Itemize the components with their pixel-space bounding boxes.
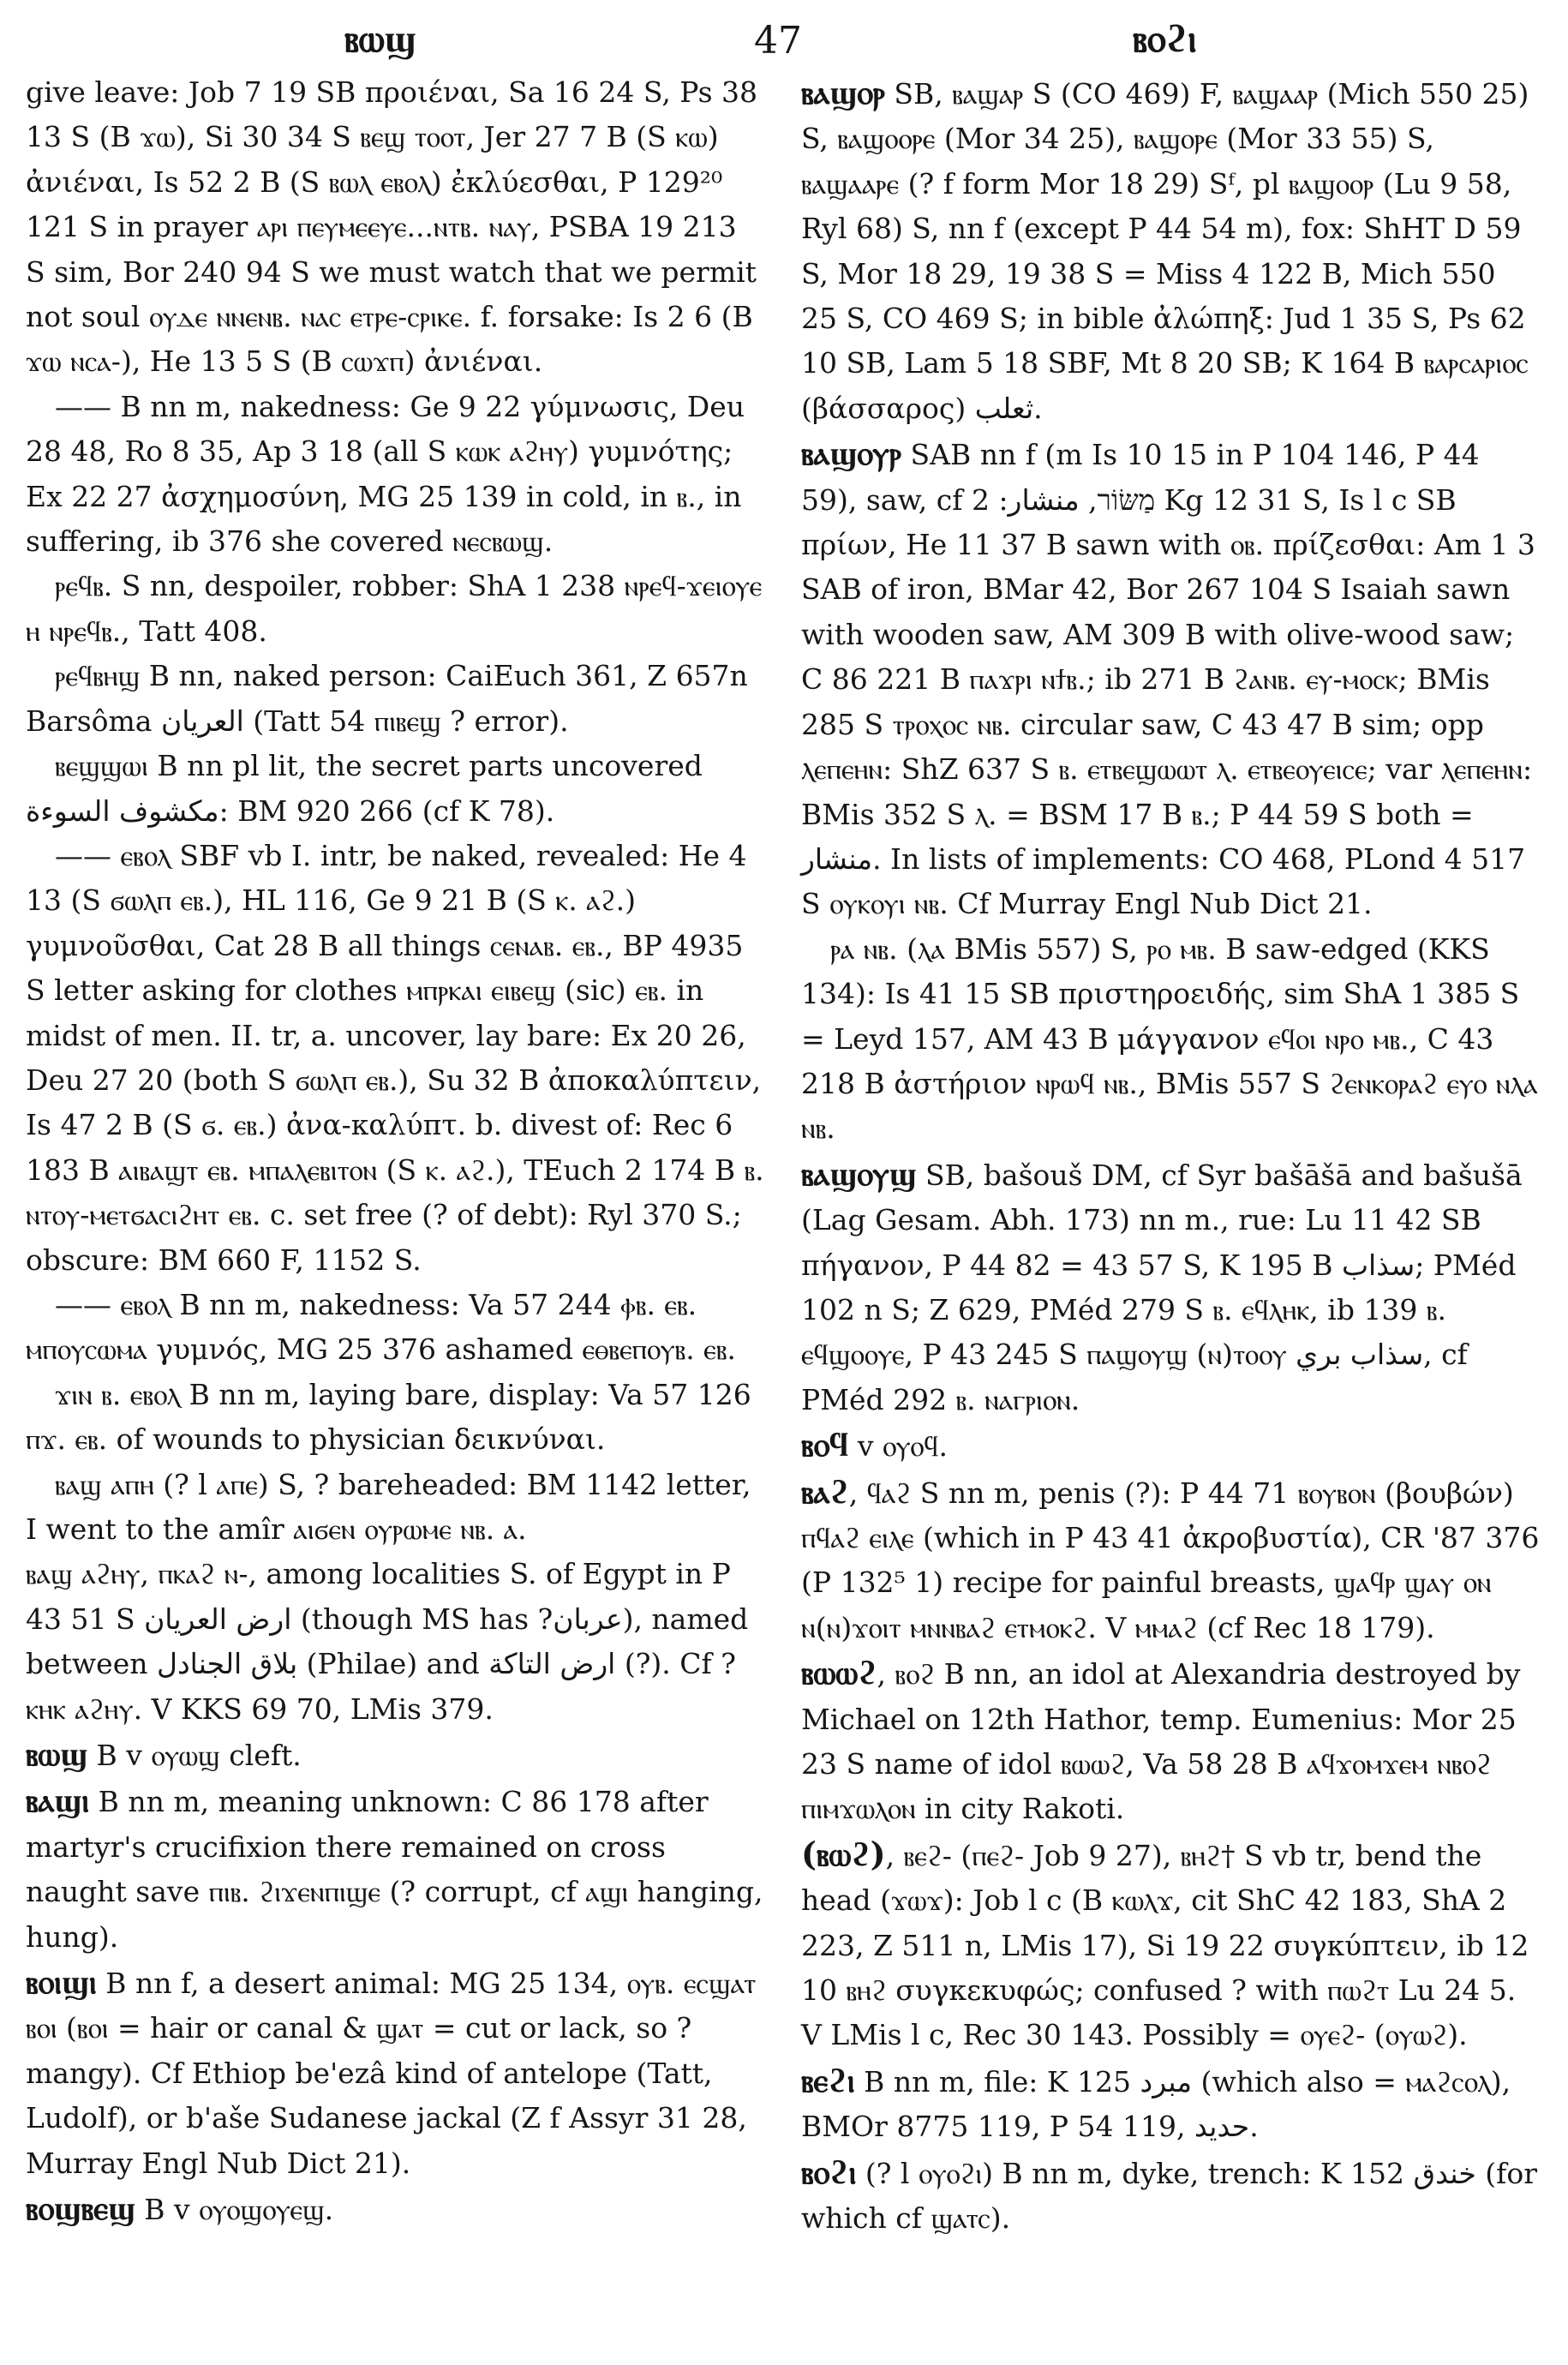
entry-text: ⲣⲉϥⲃⲏϣ B nn, naked person: CaiEuch 361, Z 657n Barsôma العريان (Tatt 54 ⲡⲓⲃⲉϣ ? error). [26,659,748,738]
dictionary-entry [26,834,764,1283]
entry-text: give leave: Job 7 19 SB προιέναι, Sa 16 24 S, Ps 38 13 S (B ϫⲱ), Si 30 34 S ⲃⲉϣ ⲧⲟⲟⲧ, Jer 27 7 B (S ⲕⲱ) ἀνιέναι, Is 52 2 B (S ⲃⲱⲗ ⲉⲃⲟⲗ) ἐκλύεσθαι, P 129²⁰ 121 S in prayer ⲁⲣⲓ ⲡⲉⲩⲙⲉⲉⲩⲉ...ⲛⲧⲃ. ⲛⲁⲩ, PSBA 19 213 S sim, Bor 240 94 S we must watch that we permit not soul ⲟⲩⲇⲉ ⲛⲛⲉⲛⲃ. ⲛⲁⲥ ⲉⲧⲣⲉ-ⲥⲣⲓⲕⲉ. f. forsake: Is 2 6 (B ϫⲱ ⲛⲥⲁ-), He 13 5 S (B ⲥⲱϫⲡ) ἀνιέναι. [26,75,758,379]
entry-text: , ϥⲁϩ S nn m, penis (?): P 44 71 ⲃⲟⲩⲃⲟⲛ (βουβών) ⲡϥⲁϩ ⲉⲓⲗⲉ (which in P 43 41 ἀκροβυστία), CR '87 376 (P 132⁵ 1) recipe for painful breasts, ϣⲁϥⲣ ϣⲁⲩ ⲟⲛ ⲛ(ⲛ)ϫⲟⲓⲧ ⲙⲛⲛⲃⲁϩ ⲉⲧⲙⲟⲕϩ. V ⲙⲙⲁϩ (cf Rec 18 179). [801,1476,1540,1644]
entry-text: ⲃⲉϣϣⲱⲓ B nn pl lit, the secret parts uncovered مكشوف السوءة: BM 920 266 (cf K 78). [26,749,703,828]
dictionary-entry [26,1283,764,1373]
entry-text: ϫⲓⲛ ⲃ. ⲉⲃⲟⲗ B nn m, laying bare, display: Va 57 126 ⲡϫ. ⲉⲃ. of wounds to physician δεικνύναι. [26,1377,751,1457]
entry-text: , ⲃⲟϩ B nn, an idol at Alexandria destroyed by Michael on 12th Hathor, temp. Eumenius: Mor 25 23 S name of idol ⲃⲱⲱϩ, Va 58 28 B ⲁϥϫⲟⲙϫⲉⲙ ⲛⲃⲟϩ ⲡⲓⲙϫⲱⲗⲟⲛ in city Rakoti. [801,1657,1521,1826]
dictionary-entry [26,744,764,834]
entry-headword: ⲃⲁϩ [801,1471,849,1511]
entry-headword: ⲃⲟϩⲓ [801,2152,857,2191]
dictionary-entry [26,2186,764,2232]
entry-text: ⲣⲁ ⲛⲃ. (ⲗⲁ BMis 557) S, ⲣⲟ ⲙⲃ. B saw-edged (KKS 134): Is 41 15 SB πριστηροειδής, sim ShA 1 385 S = Leyd 157, AM 43 B μάγγανον ⲉϥⲟⲓ ⲛⲣⲟ ⲙⲃ., C 43 218 B ἀστήριον ⲛⲣⲱϥ ⲛⲃ., BMis 557 S ϩⲉⲛⲕⲟⲣⲁϩ ⲉⲩⲟ ⲛⲗⲁ ⲛⲃ. [801,931,1538,1146]
dictionary-entry [26,1373,764,1463]
dictionary-entry [801,1470,1540,1651]
right-column [801,70,1540,2242]
entry-text: B v ⲟⲩⲟϣⲟⲩⲉϣ. [135,2193,334,2227]
entry-text: B nn f, a desert animal: MG 25 134, ⲟⲩⲃ. ⲉⲥϣⲁⲧ ⲃⲟⲓ (ⲃⲟⲓ = hair or canal & ϣⲁⲧ = cut or lack, so ? mangy). Cf Ethiop be'ezâ kind of antelope (Tatt, Ludolf), or b'aše Sudanese jackal (Z f Assyr 31 28, Murray Engl Nub Dict 21). [26,1967,757,2180]
entry-headword: ⲃⲟⲓϣⲓ [26,1962,97,2002]
dictionary-entry [801,1650,1540,1832]
entry-text: , ⲃⲉϩ- (ⲡⲉϩ- Job 9 27), ⲃⲏϩ† S vb tr, bend the head (ϫⲱϫ): Job l c (B ⲕⲱⲗϫ, cit ShC 42 183, ShA 2 223, Z 511 n, LMis 17), Si 19 22 συγκύπτειν, ib 12 10 ⲃⲏϩ συγκεκυφώς; confused ? with ⲡⲱϩⲧ Lu 24 5. V LMis l c, Rec 30 143. Possibly = ⲟⲩⲉϩ- (ⲟⲩⲱϩ). [801,1838,1529,2052]
dictionary-entry [26,1552,764,1732]
entry-headword: ⲃⲁϣⲟⲩⲣ [801,434,902,473]
entry-text: v ⲟⲩⲟϥ. [848,1429,948,1464]
dictionary-entry [26,70,764,385]
entry-headword: ⲃⲱϣ [26,1734,88,1774]
left-column [26,70,764,2233]
dictionary-entry [801,1152,1540,1422]
entry-headword: (ⲃⲱϩ) [801,1834,886,1873]
dictionary-entry [801,2058,1540,2150]
dictionary-entry [26,1778,764,1960]
entry-headword: ⲃⲉϩⲓ [801,2060,855,2099]
entry-text: ⲃⲁϣ ⲁⲡⲏ (? l ⲁⲡⲉ) S, ? bareheaded: BM 1142 letter, I went to the amîr ⲁⲓϭⲉⲛ ⲟⲩⲣⲱⲙⲉ ⲛⲃ. ⲁ. [26,1467,751,1546]
entry-text: —— ⲉⲃⲟⲗ B nn m, nakedness: Va 57 244 ⲫⲃ. ⲉⲃ. ⲙⲡⲟⲩⲥⲱⲙⲁ γυμνός, MG 25 376 ashamed ⲉⲑⲃⲉⲡⲟⲩⲃ. ⲉⲃ. [26,1287,736,1367]
dictionary-entry [801,2150,1540,2242]
dictionary-entry [801,70,1540,431]
entry-headword: ⲃⲁϣⲓ [26,1781,90,1820]
entry-text: ⲣⲉϥⲃ. S nn, despoiler, robber: ShA 1 238 ⲛⲣⲉϥ-ϫⲉⲓⲟⲩⲉ ⲏ ⲛⲣⲉϥⲃ., Tatt 408. [26,569,763,648]
dictionary-entry [26,385,764,565]
dictionary-entry [26,1960,764,2186]
dictionary-entry [26,564,764,654]
dictionary-entry [801,431,1540,926]
page-number: 47 [754,19,802,63]
left-running-head: ⲃⲱϣ [344,17,416,61]
entry-headword: ⲃⲟϥ [801,1425,849,1464]
entry-text: —— B nn m, nakedness: Ge 9 22 γύμνωσις, Deu 28 48, Ro 8 35, Ap 3 18 (all S ⲕⲱⲕ ⲁϩⲏⲩ) γυμνότης; Ex 22 27 ἀσχημοσύνη, MG 25 139 in cold, in ⲃ., in suffering, ib 376 she covered ⲛⲉⲥⲃⲱϣ. [26,389,745,559]
dictionary-entry [801,1832,1540,2058]
entry-text: —— ⲉⲃⲟⲗ SBF vb I. intr, be naked, revealed: He 4 13 (S ϭⲱⲗⲡ ⲉⲃ.), HL 116, Ge 9 21 B (S ⲕ. ⲁϩ.) γυμνοῦσθαι, Cat 28 B all things ⲥⲉⲛⲁⲃ. ⲉⲃ., BP 4935 S letter asking for clothes ⲙⲡⲣⲕⲁⲓ ⲉⲓⲃⲉϣ (sic) ⲉⲃ. in midst of men. II. tr, a. uncover, lay bare: Ex 20 26, Deu 27 20 (both S ϭⲱⲗⲡ ⲉⲃ.), Su 32 B ἀποκαλύπτειν, Is 47 2 B (S ϭ. ⲉⲃ.) ἀνα-καλύπτ. b. divest of: Rec 6 183 B ⲁⲓⲃⲁϣⲧ ⲉⲃ. ⲙⲡⲁⲗⲉⲃⲓⲧⲟⲛ (S ⲕ. ⲁϩ.), TEuch 2 174 B ⲃ. ⲛⲧⲟⲩ-ⲙⲉⲧϭⲁⲥⲓϩⲏⲧ ⲉⲃ. c. set free (? of debt): Ryl 370 S.; obscure: BM 660 F, 1152 S. [26,838,764,1277]
entry-headword: ⲃⲟϣⲃⲉϣ [26,2188,135,2228]
entry-headword: ⲃⲱⲱϩ [801,1653,877,1692]
page-header [0,9,1568,65]
entry-text: B v ⲟⲩⲱϣ cleft. [87,1739,302,1773]
entry-text: SB, ⲃⲁϣⲁⲣ S (CO 469) F, ⲃⲁϣⲁⲁⲣ (Mich 550 25) S, ⲃⲁϣⲟⲟⲣⲉ (Mor 34 25), ⲃⲁϣⲟⲣⲉ (Mor 33 55) S, ⲃⲁϣⲁⲁⲣⲉ (? f form Mor 18 29) Sᶠ, pl ⲃⲁϣⲟⲟⲣ (Lu 9 58, Ryl 68) S, nn f (except P 44 54 m), fox: ShHT D 59 S, Mor 18 29, 19 38 S = Miss 4 122 B, Mich 550 25 S, CO 469 S; in bible ἀλώπηξ: Jud 1 35 S, Ps 62 10 SB, Lam 5 18 SBF, Mt 8 20 SB; K 164 B ⲃⲁⲣⲥⲁⲣⲓⲟⲥ (βάσσαρος) ثعلب. [801,77,1529,425]
entry-text: SB, bašouš DM, cf Syr bašāšā and bašušā (Lag Gesam. Abh. 173) nn m., rue: Lu 11 42 SB πήγανον, P 44 82 = 43 57 S, K 195 B سذاب; PMéd 102 n S; Z 629, PMéd 279 S ⲃ. ⲉϥⲗⲏⲕ, ib 139 ⲃ. ⲉϥϣⲟⲟⲩⲉ, P 43 245 S ⲡⲁϣⲟⲩϣ (ⲛ)ⲧⲟⲟⲩ سذاب بري, cf PMéd 292 ⲃ. ⲛⲁⲅⲣⲓⲟⲛ. [801,1158,1523,1416]
entry-text: B nn m, file: K 125 مبرد (which also = ⲙⲁϩⲥⲟⲗ), BMOr 8775 119, P 54 119, حديد. [801,2064,1511,2144]
dictionary-entry [801,927,1540,1152]
dictionary-entry [26,654,764,744]
entry-text: SAB nn f (m Is 10 15 in P 104 146, P 44 59), saw, cf מַשּׂוֹר, منشار: 2 Kg 12 31 S, Is l c SB πρίων, He 11 37 B sawn with ⲟⲃ. πρίζεσθαι: Am 1 3 SAB of iron, BMar 42, Bor 267 104 S Isaiah sawn with wooden saw, AM 309 B with olive-wood saw; C 86 221 B ⲡⲁϫⲣⲓ ⲛϯⲃ.; ib 271 B ϩⲁⲛⲃ. ⲉⲩ-ⲙⲟⲥⲕ; BMis 285 S ⲧⲣⲟⲭⲟⲥ ⲛⲃ. circular saw, C 43 47 B sim; opp ⲗⲉⲡⲉⲏⲛ: ShZ 637 S ⲃ. ⲉⲧⲃⲉϣⲱⲱⲧ ⲗ. ⲉⲧⲃⲉⲟⲩⲉⲓⲥⲉ; var ⲗⲉⲡⲉⲏⲛ: BMis 352 S ⲗ. = BSM 17 B ⲃ.; P 44 59 S both = منشار. In lists of implements: CO 468, PLond 4 517 S ⲟⲩⲕⲟⲩⲓ ⲛⲃ. Cf Murray Engl Nub Dict 21. [801,438,1535,921]
entry-text: B nn m, meaning unknown: C 86 178 after martyr's crucifixion there remained on cross naught save ⲡⲓⲃ. ϩⲓϫⲉⲛⲡⲓϣⲉ (? corrupt, cf ⲁϣⲓ hanging, hung). [26,1785,763,1954]
entry-text: ⲃⲁϣ ⲁϩⲏⲩ, ⲡⲕⲁϩ ⲛ-, among localities S. of Egypt in P 43 51 S ارض العريان (though MS has ?عربان), named between بلاق الجنادل (Philae) and ارض التاكة (?). Cf ? ⲕⲏⲕ ⲁϩⲏⲩ. V KKS 69 70, LMis 379. [26,1557,749,1726]
entry-headword: ⲃⲁϣⲟⲩϣ [801,1153,917,1193]
right-running-head: ⲃⲟϩⲓ [1133,17,1197,61]
dictionary-entry [26,1463,764,1553]
dictionary-entry [801,1422,1540,1469]
entry-headword: ⲃⲁϣⲟⲣ [801,73,885,111]
dictionary-entry [26,1732,764,1778]
entry-text: (? l ⲟⲩⲟϩⲓ) B nn m, dyke, trench: K 152 خندق (for which cf ϣⲁⲧⲥ). [801,2156,1538,2236]
